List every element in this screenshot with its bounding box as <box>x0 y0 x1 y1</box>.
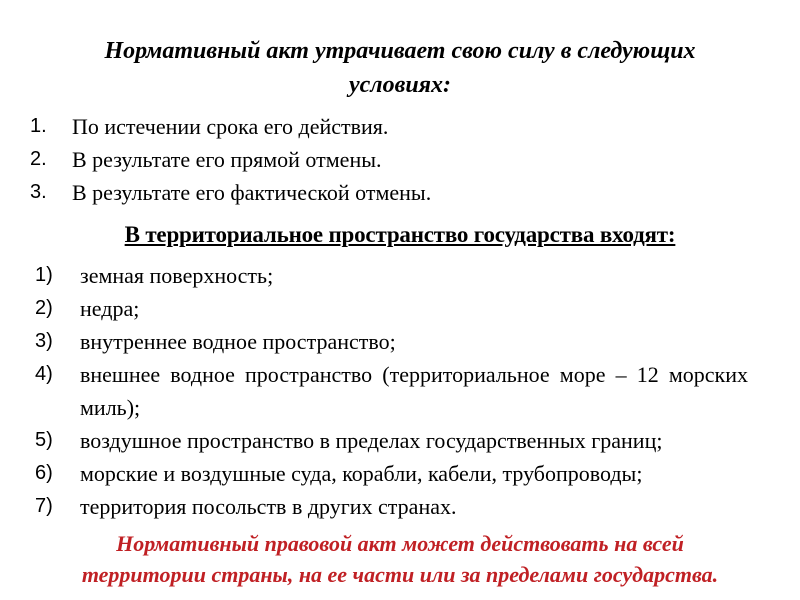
list-item <box>0 259 800 292</box>
list-item <box>0 457 800 490</box>
slide-title: Нормативный акт утрачивает свою силу в следующих условиях: <box>104 38 696 98</box>
list-item-text: воздушное пространство в пределах государственных границ; <box>80 428 663 453</box>
list-item-marker: 5) <box>35 429 53 451</box>
list-item <box>0 358 800 424</box>
list-item-marker: 1. <box>30 115 47 137</box>
list-item-marker: 2. <box>30 148 47 170</box>
list-item <box>0 325 800 358</box>
list-item-text: В результате его фактической отмены. <box>72 180 432 205</box>
list-item-text: В результате его прямой отмены. <box>72 147 382 172</box>
list-item-marker: 1) <box>35 264 53 286</box>
list-item-text: внутреннее водное пространство; <box>80 329 396 354</box>
list-item <box>0 424 800 457</box>
list-item-marker: 3. <box>30 181 47 203</box>
list-item-marker: 7) <box>35 495 53 517</box>
list-item-text: внешнее водное пространство (территориальное море – 12 морских миль); <box>80 362 748 420</box>
list-item-text: территория посольств в других странах. <box>80 494 457 519</box>
footnote: Нормативный правовой акт может действовать на всей территории страны, на ее части или за пределами государства. <box>81 531 719 587</box>
list-item-text: недра; <box>80 296 140 321</box>
loss-conditions-list <box>0 110 800 209</box>
list-item <box>0 292 800 325</box>
territory-heading: В территориальное пространство государства входят: <box>124 222 676 247</box>
list-item-text: морские и воздушные суда, корабли, кабели, трубопроводы; <box>80 461 643 486</box>
list-item-text: земная поверхность; <box>80 263 274 288</box>
list-item-marker: 6) <box>35 462 53 484</box>
territory-list <box>0 259 800 523</box>
list-item <box>0 490 800 523</box>
list-item <box>0 176 800 209</box>
list-item <box>0 143 800 176</box>
list-item-marker: 4) <box>35 363 53 385</box>
list-item-text: По истечении срока его действия. <box>72 114 389 139</box>
list-item-marker: 3) <box>35 330 53 352</box>
list-item <box>0 110 800 143</box>
list-item-marker: 2) <box>35 297 53 319</box>
